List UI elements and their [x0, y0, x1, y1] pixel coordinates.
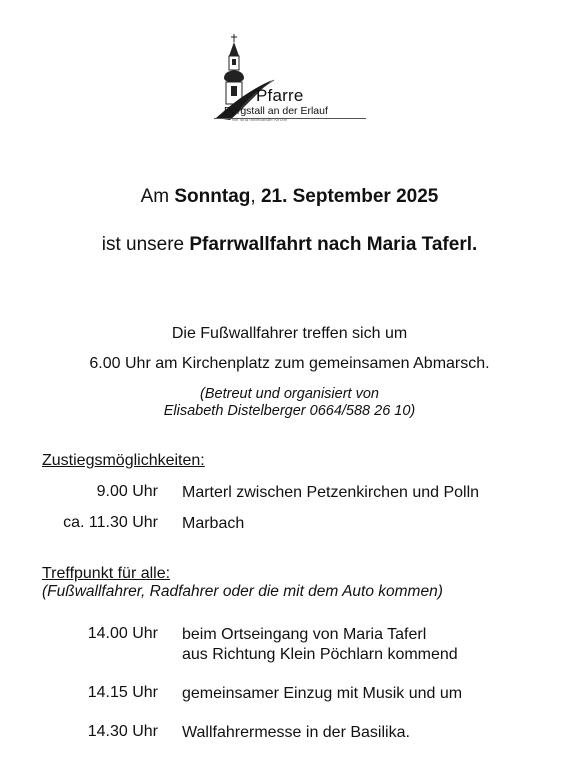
meeting-desc-cont: aus Richtung Klein Pöchlarn kommend	[182, 646, 458, 663]
stop-desc: Marterl zwischen Petzenkirchen und Polln	[182, 484, 480, 501]
headline-date-value: 21. September 2025	[260, 186, 439, 207]
stop-time: ca. 11.30 Uhr	[63, 514, 158, 531]
logo-place: Purgstall an der Erlauf	[224, 105, 328, 117]
headline-pilgrimage: ist unsere Pfarrwallfahrt nach Maria Taferl.	[101, 234, 478, 255]
stop-time: 9.00 Uhr	[96, 483, 158, 500]
meeting-desc: beim Ortseingang von Maria Taferl	[182, 626, 427, 643]
meeting-subheading: (Fußwallfahrer, Radfahrer oder die mit dem Auto kommen)	[42, 583, 443, 600]
logo-tagline: Wir sind miteinander Kirche	[232, 117, 288, 122]
meeting-heading: Treffpunkt für alle:	[42, 565, 171, 582]
stops-heading: Zustiegsmöglichkeiten:	[42, 452, 205, 469]
meeting-time: 14.00 Uhr	[87, 625, 158, 642]
headline-day: Sonntag	[174, 186, 251, 207]
headline-date: Am Sonntag, 21. September 2025	[140, 186, 439, 207]
walkers-line1: Die Fußwallfahrer treffen sich um	[171, 325, 408, 342]
meeting-desc: Wallfahrermesse in der Basilika.	[182, 724, 410, 741]
meeting-time: 14.30 Uhr	[87, 723, 158, 740]
meeting-time: 14.15 Uhr	[87, 684, 158, 701]
stop-desc: Marbach	[182, 515, 245, 532]
walkers-line2: 6.00 Uhr am Kirchenplatz zum gemeinsamen Abmarsch.	[89, 355, 490, 372]
walkers-note1: (Betreut und organisiert von	[200, 386, 379, 402]
walkers-note2: Elisabeth Distelberger 0664/588 26 10)	[163, 403, 416, 419]
logo-name: Pfarre	[256, 86, 304, 105]
headline-destination: Pfarrwallfahrt nach Maria Taferl.	[189, 234, 478, 255]
meeting-desc: gemeinsamer Einzug mit Musik und um	[182, 685, 463, 702]
